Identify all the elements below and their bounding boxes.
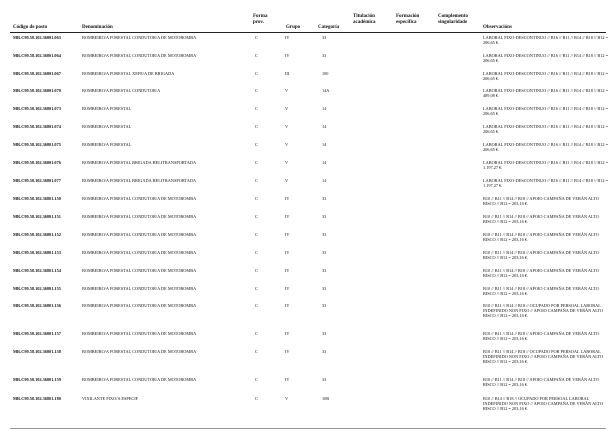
categoria-cell: 14 — [322, 124, 327, 129]
denominacion-cell: BOMBEIRO/A FORESTAL CONDUTOR/A DE MOTOBOMBA — [82, 268, 197, 273]
forma-cell: C — [255, 160, 258, 165]
denominacion-cell: BOMBEIRO/A FORESTAL CONDUTOR/A DE MOTOBOMBA — [82, 331, 197, 336]
posto-code: MR.C99.58.102.36801.155 — [13, 286, 61, 291]
denominacion-cell: BOMBEIRO/A FORESTAL — [82, 124, 132, 129]
forma-cell: C — [255, 377, 258, 382]
header-observacions: Observacións — [483, 25, 512, 30]
posto-code: MR.C99.58.102.36801.153 — [13, 250, 61, 255]
forma-cell: C — [255, 71, 258, 76]
categoria-cell: 33 — [322, 53, 327, 58]
grupo-cell: IV — [285, 250, 290, 255]
categoria-cell: 33 — [322, 268, 327, 273]
header-rule — [10, 32, 606, 33]
posto-code: MR.C99.58.102.36801.180 — [13, 396, 61, 401]
denominacion-cell: BOMBEIRO/A FORESTAL CONDUTOR/A DE MOTOBOMBA — [82, 196, 197, 201]
forma-cell: C — [255, 88, 258, 93]
observacions-cell: B10 // B11 // B14 // B18 // APOIO CAMPAÑA DE VERÁN ALTO RISCO // B12 = 203,16 €. — [483, 331, 599, 341]
grupo-cell: V — [285, 88, 289, 93]
categoria-cell: 33 — [322, 250, 327, 255]
observacions-cell: LABORAL FIXO-DESCONTINUO // B16 // B11 // B14 // B18 // B12 = 1.197,27 €. — [483, 178, 609, 188]
observacions-cell: B10 // B11 // B14 // B18 // APOIO CAMPAÑA DE VERÁN ALTO RISCO // B12 = 203,16 €. — [483, 268, 599, 278]
denominacion-cell: BOMBEIRO/A FORESTAL CONDUTOR/A — [82, 88, 161, 93]
header-complemento: Complemento singularidade — [438, 14, 468, 25]
categoria-cell: 33 — [322, 349, 327, 354]
denominacion-cell: BOMBEIRO/A FORESTAL BRIGADA HELITRANSPORTADA — [82, 160, 197, 165]
posto-code: MR.C99.58.102.36801.076 — [13, 160, 61, 165]
observacions-cell: B10 // B11 // B14 // B18 // APOIO CAMPAÑA DE VERÁN ALTO RISCO // B12 = 203,16 €. — [483, 232, 599, 242]
grupo-cell: IV — [285, 268, 290, 273]
forma-cell: C — [255, 349, 258, 354]
grupo-cell: V — [285, 106, 289, 111]
grupo-cell: IV — [285, 286, 290, 291]
denominacion-cell: BOMBEIRO/A FORESTAL CONDUTOR/A DE MOTOBOMBA — [82, 250, 197, 255]
denominacion-cell: BOMBEIRO/A FORESTAL BRIGADA HELITRANSPORTADA — [82, 178, 197, 183]
forma-cell: C — [255, 142, 258, 147]
grupo-cell: IV — [285, 196, 290, 201]
posto-code: MR.C99.58.102.36801.070 — [13, 88, 61, 93]
grupo-cell: V — [285, 124, 289, 129]
grupo-cell: V — [285, 178, 289, 183]
grupo-cell: V — [285, 142, 289, 147]
grupo-cell: V — [285, 160, 289, 165]
observacions-cell: B10 // B11 // B14 // B18 // OCUPADO POR PERSOAL LABORAL INDEFINIDO NON FIXO // APOIO CAMPAÑA DE VERÁN ALTO RISCO // B12 = 203,16 €. — [483, 349, 604, 364]
posto-code: MR.C99.58.102.36801.067 — [13, 71, 61, 76]
categoria-cell: 14 — [322, 142, 327, 147]
forma-cell: C — [255, 106, 258, 111]
denominacion-cell: BOMBEIRO/A FORESTAL CONDUTOR/A DE MOTOBOMBA — [82, 214, 197, 219]
observacions-cell: B10 // B11 // B14 // B18 // OCUPADO POR PERSOAL LABORAL INDEFINIDO NON FIXO // APOIO CAMPAÑA DE VERÁN ALTO RISCO // B12 = 203,16 €. — [483, 303, 604, 318]
posto-code: MR.C99.58.102.36801.150 — [13, 196, 61, 201]
grupo-cell: V — [285, 396, 289, 401]
observacions-cell: LABORAL FIXO-DESCONTINUO // B16 // B11 // B14 // B18 // B12 = 206,65 €. — [483, 53, 609, 63]
denominacion-cell: BOMBEIRO/A FORESTAL CONDUTOR/A DE MOTOBOMBA — [82, 286, 197, 291]
forma-cell: C — [255, 303, 258, 308]
header-categoria: Categoría — [318, 25, 340, 30]
observacions-cell: LABORAL FIXO-DESCONTINUO // B16 // B11 // B14 // B18 // B12 = 206,65 €. — [483, 106, 609, 116]
footer-rule — [10, 428, 606, 429]
denominacion-cell: BOMBEIRO/A FORESTAL XEFE/A DE BRIGADA — [82, 71, 175, 76]
observacions-cell: LABORAL FIXO-DESCONTINUO // B16 // B11 // B14 // B18 // B12 = 489,08 €. — [483, 88, 609, 98]
observacions-cell: B10 // B11 // B14 // B18 // APOIO CAMPAÑA DE VERÁN ALTO RISCO // B12 = 203,16 €. — [483, 250, 599, 260]
categoria-cell: 33 — [322, 35, 327, 40]
grupo-cell: IV — [285, 349, 290, 354]
forma-cell: C — [255, 214, 258, 219]
header-forma: Forma prov. — [253, 14, 268, 25]
observacions-cell: LABORAL FIXO-DESCONTINUO // B16 // B11 // B14 // B18 // B12 = 206,65 €. — [483, 142, 609, 152]
denominacion-cell: VIXILANTE FIXO/A ESPECIF — [82, 396, 139, 401]
categoria-cell: 14 — [322, 178, 327, 183]
grupo-cell: IV — [285, 214, 290, 219]
posto-code: MR.C99.58.102.36801.063 — [13, 35, 61, 40]
denominacion-cell: BOMBEIRO/A FORESTAL — [82, 106, 132, 111]
posto-code: MR.C99.58.102.36801.154 — [13, 268, 61, 273]
forma-cell: C — [255, 250, 258, 255]
observacions-cell: B10 // B11 // B14 // B18 // APOIO CAMPAÑA DE VERÁN ALTO RISCO // B12 = 203,16 €. — [483, 214, 599, 224]
forma-cell: C — [255, 331, 258, 336]
categoria-cell: 14A — [322, 88, 330, 93]
categoria-cell: 33 — [322, 286, 327, 291]
observacions-cell: LABORAL FIXO-DESCONTINUO // B16 // B11 // B14 // B18 // B12 = 206,65 €. — [483, 124, 609, 134]
observacions-cell: LABORAL FIXO-DESCONTINUO // B16 // B11 // B14 // B18 // B12 = 1.197,27 €. — [483, 160, 609, 170]
denominacion-cell: BOMBEIRO/A FORESTAL CONDUTOR/A DE MOTOBOMBA — [82, 53, 197, 58]
header-codigo: Código de posto — [13, 25, 48, 30]
observacions-cell: B10 // B14 // B18 // OCUPADO POR PERSOAL LABORAL INDEFINIDO NON FIXO // APOIO CAMPAÑA DE VERÁN ALTO RISCO // B12 = 203,16 €. — [483, 396, 604, 411]
forma-cell: C — [255, 35, 258, 40]
grupo-cell: IV — [285, 53, 290, 58]
observacions-cell: B10 // B11 // B14 // B18 // APOIO CAMPAÑA DE VERÁN ALTO RISCO // B12 = 203,16 €. — [483, 196, 599, 206]
forma-cell: C — [255, 196, 258, 201]
posto-code: MR.C99.58.102.36801.152 — [13, 232, 61, 237]
forma-cell: C — [255, 53, 258, 58]
observacions-cell: B10 // B11 // B14 // B18 // APOIO CAMPAÑA DE VERÁN ALTO RISCO // B12 = 203,16 €. — [483, 377, 599, 387]
categoria-cell: 33 — [322, 214, 327, 219]
header-denominacion: Denominación — [82, 25, 113, 30]
header-titulacion: Titulación académica — [353, 14, 376, 25]
categoria-cell: 14 — [322, 106, 327, 111]
forma-cell: C — [255, 178, 258, 183]
forma-cell: C — [255, 232, 258, 237]
categoria-cell: 33 — [322, 196, 327, 201]
forma-cell: C — [255, 396, 258, 401]
categoria-cell: 33 — [322, 331, 327, 336]
observacions-cell: B10 // B11 // B14 // B18 // APOIO CAMPAÑA DE VERÁN ALTO RISCO // B12 = 203,16 €. — [483, 286, 599, 296]
grupo-cell: IV — [285, 232, 290, 237]
denominacion-cell: BOMBEIRO/A FORESTAL CONDUTOR/A DE MOTOBOMBA — [82, 35, 197, 40]
grupo-cell: IV — [285, 303, 290, 308]
posto-code: MR.C99.58.102.36801.159 — [13, 377, 61, 382]
grupo-cell: IV — [285, 377, 290, 382]
categoria-cell: 100 — [322, 71, 329, 76]
denominacion-cell: BOMBEIRO/A FORESTAL CONDUTOR/A DE MOTOBOMBA — [82, 349, 197, 354]
categoria-cell: 33 — [322, 377, 327, 382]
forma-cell: C — [255, 268, 258, 273]
grupo-cell: IV — [285, 331, 290, 336]
posto-code: MR.C99.58.102.36801.073 — [13, 106, 61, 111]
posto-code: MR.C99.58.102.36801.064 — [13, 53, 61, 58]
grupo-cell: III — [285, 71, 290, 76]
posto-code: MR.C99.58.102.36801.157 — [13, 331, 61, 336]
posto-code: MR.C99.58.102.36801.077 — [13, 178, 61, 183]
denominacion-cell: BOMBEIRO/A FORESTAL CONDUTOR/A DE MOTOBOMBA — [82, 303, 197, 308]
observacions-cell: LABORAL FIXO-DESCONTINUO // B16 // B11 // B14 // B18 // B12 = 206,65 €. — [483, 71, 609, 81]
denominacion-cell: BOMBEIRO/A FORESTAL CONDUTOR/A DE MOTOBOMBA — [82, 377, 197, 382]
posto-code: MR.C99.58.102.36801.156 — [13, 303, 61, 308]
categoria-cell: 10B — [322, 396, 330, 401]
categoria-cell: 14 — [322, 160, 327, 165]
posto-code: MR.C99.58.102.36801.074 — [13, 124, 61, 129]
forma-cell: C — [255, 124, 258, 129]
header-grupo: Grupo — [286, 25, 301, 30]
observacions-cell: LABORAL FIXO-DESCONTINUO // B16 // B11 // B14 // B18 // B12 = 206,65 €. — [483, 35, 609, 45]
denominacion-cell: BOMBEIRO/A FORESTAL — [82, 142, 132, 147]
posto-code: MR.C99.58.102.36801.158 — [13, 349, 61, 354]
grupo-cell: IV — [285, 35, 290, 40]
categoria-cell: 33 — [322, 232, 327, 237]
header-formacion: Formación específica — [396, 14, 420, 25]
denominacion-cell: BOMBEIRO/A FORESTAL CONDUTOR/A DE MOTOBOMBA — [82, 232, 197, 237]
posto-code: MR.C99.58.102.36801.151 — [13, 214, 61, 219]
forma-cell: C — [255, 286, 258, 291]
categoria-cell: 33 — [322, 303, 327, 308]
posto-code: MR.C99.58.102.36801.075 — [13, 142, 61, 147]
